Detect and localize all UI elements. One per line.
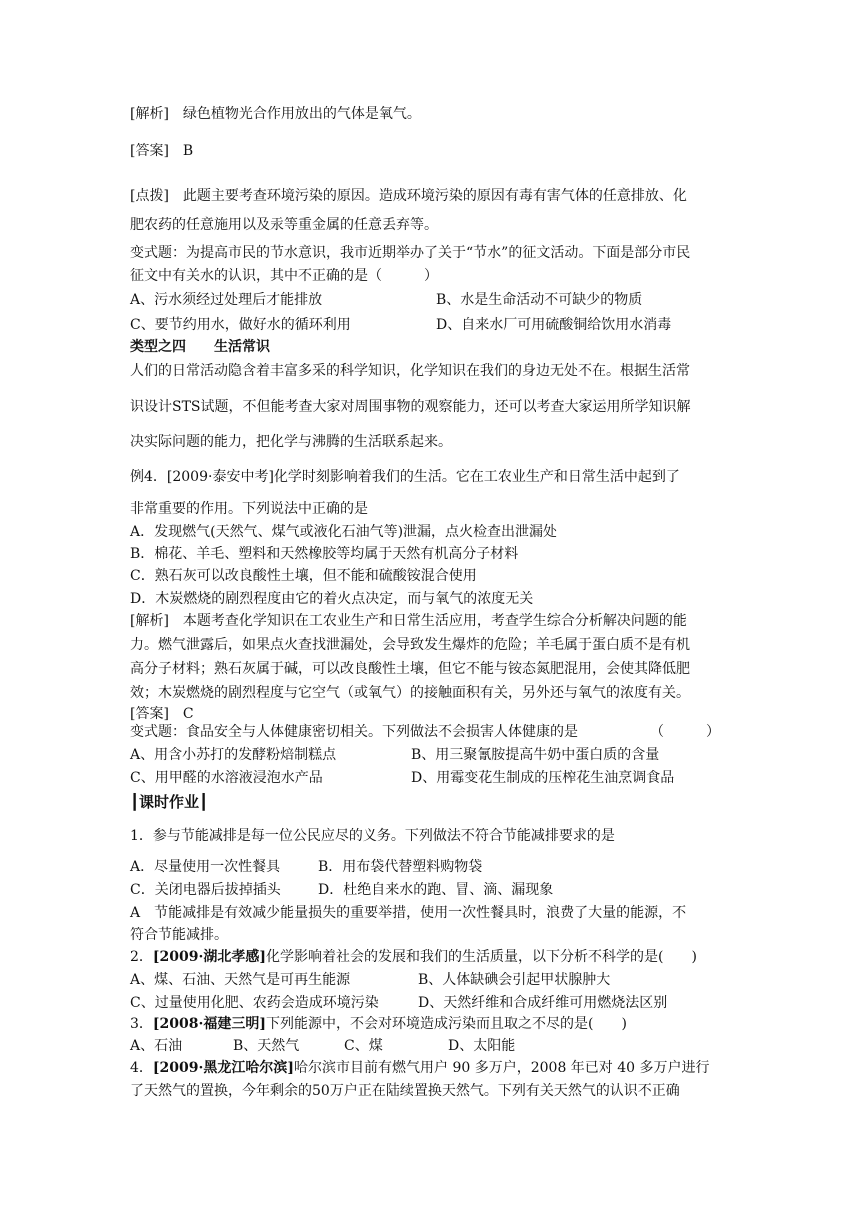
option-d: D、自来水厂可用硫酸铜给饮用水消毒 — [436, 317, 672, 333]
homework-heading: ┃课时作业┃ — [130, 793, 209, 811]
analysis-line: [解析] 本题考查化学知识在工农业生产和日常生活应用，考查学生综合分析解决问题的能 — [130, 613, 687, 629]
question-3 — [130, 1014, 627, 1034]
option-a: A、石油 — [130, 1038, 183, 1054]
question-number: 2． — [130, 949, 153, 965]
option-a: A、污水须经过处理后才能排放 — [130, 292, 323, 308]
answer-line: [答案] B — [130, 143, 194, 159]
option-c: C．关闭电器后拔掉插头 — [130, 882, 281, 898]
option-b: B、天然气 — [233, 1038, 300, 1054]
analysis-line: [解析] 绿色植物光合作用放出的气体是氧气。 — [130, 106, 421, 122]
option-b: B、水是生命活动不可缺少的物质 — [436, 292, 643, 308]
option-a: A．发现燃气(天然气、煤气或液化石油气等)泄漏，点火检查出泄漏处 — [130, 524, 558, 540]
option-b: B．用布袋代替塑料购物袋 — [318, 859, 483, 875]
question-text: 哈尔滨市目前有燃气用户 90 多万户，2008 年已对 40 多万户进行 — [294, 1060, 710, 1076]
source-tag: [2009·湖北孝感] — [152, 949, 267, 965]
question-2 — [130, 947, 697, 967]
answer-line: [答案] C — [130, 706, 194, 722]
option-b: B、人体缺碘会引起甲状腺肿大 — [418, 972, 611, 988]
option-c: C、煤 — [344, 1038, 383, 1054]
option-d: D．木炭燃烧的剧烈程度由它的着火点决定，而与氧气的浓度无关 — [130, 591, 534, 607]
text-line: 人们的日常活动隐含着丰富多采的科学知识，化学知识在我们的身边无处不在。根据生活常 — [130, 363, 690, 379]
question-text: 化学影响着社会的发展和我们的生活质量，以下分析不科学的是( ) — [266, 949, 697, 965]
question-number: 3． — [130, 1016, 153, 1032]
text-line: 决实际问题的能力，把化学与沸腾的生活联系起来。 — [130, 434, 452, 450]
question-text: 下列能源中，不会对环境造成污染而且取之不尽的是( ) — [266, 1016, 627, 1032]
text-line: 力。燃气泄露后，如果点火查找泄漏处，会导致发生爆炸的危险；羊毛属于蛋白质不是有机 — [130, 637, 690, 653]
option-c: C、过量使用化肥、农药会造成环境污染 — [130, 995, 379, 1011]
option-b: B、用三聚氰胺提高牛奶中蛋白质的含量 — [411, 747, 660, 763]
text-line: 征文中有关水的认识，其中不正确的是（ ） — [130, 268, 438, 284]
option-c: C、要节约用水，做好水的循环利用 — [130, 317, 351, 333]
option-b: B．棉花、羊毛、塑料和天然橡胶等均属于天然有机高分子材料 — [130, 546, 519, 562]
variant-question: 变式题：食品安全与人体健康密切相关。下列做法不会损害人体健康的是 — [130, 724, 578, 740]
example-question: 例4．[2009·泰安中考]化学时刻影响着我们的生活。它在工农业生产和日常生活中起到了 — [130, 469, 680, 485]
option-a: A．尽量使用一次性餐具 — [130, 859, 281, 875]
option-d: D、天然纤维和合成纤维可用燃烧法区别 — [418, 995, 668, 1011]
option-d: D、太阳能 — [448, 1038, 516, 1054]
text-line: 了天然气的置换，今年剩余的50万户正在陆续置换天然气。下列有关天然气的认识不正确 — [130, 1083, 680, 1099]
source-tag: [2008·福建三明] — [152, 1016, 267, 1032]
answer-explanation: A 节能减排是有效减少能量损失的重要举措，使用一次性餐具时，浪费了大量的能源，不 — [130, 905, 687, 921]
text-line: 高分子材料；熟石灰属于碱，可以改良酸性土壤，但它不能与铵态氮肥混用，会使其降低肥 — [130, 661, 690, 677]
section-heading: 类型之四 生活常识 — [130, 339, 270, 355]
text-line: 效；木炭燃烧的剧烈程度与它空气（或氧气）的接触面积有关，另外还与氧气的浓度有关。 — [130, 685, 690, 701]
text-line: 肥农药的任意施用以及汞等重金属的任意丢弃等。 — [130, 217, 438, 233]
option-a: A、煤、石油、天然气是可再生能源 — [130, 972, 351, 988]
option-c: C、用甲醛的水溶液浸泡水产品 — [130, 770, 323, 786]
option-a: A、用含小苏打的发酵粉焙制糕点 — [130, 747, 337, 763]
text-line: 非常重要的作用。下列说法中正确的是 — [130, 501, 368, 517]
question-number: 4． — [130, 1060, 153, 1076]
question-4 — [130, 1058, 710, 1078]
option-d: D、用霉变花生制成的压榨花生油烹调食品 — [411, 770, 675, 786]
text-line: 识设计STS试题，不但能考查大家对周围事物的观察能力，还可以考查大家运用所学知识解 — [130, 399, 691, 415]
source-tag: [2009·黑龙江哈尔滨] — [152, 1060, 295, 1076]
option-c: C．熟石灰可以改良酸性土壤，但不能和硫酸铵混合使用 — [130, 568, 477, 584]
variant-question: 变式题：为提高市民的节水意识，我市近期举办了关于“节水”的征文活动。下面是部分市民 — [130, 245, 691, 261]
answer-parentheses: （ ） — [650, 724, 720, 740]
question-1: 1．参与节能减排是每一位公民应尽的义务。下列做法不符合节能减排要求的是 — [130, 828, 615, 844]
tip-line: [点拨] 此题主要考查环境污染的原因。造成环境污染的原因有毒有害气体的任意排放、化 — [130, 188, 687, 204]
text-line: 符合节能减排。 — [130, 927, 228, 943]
option-d: D．杜绝自来水的跑、冒、滴、漏现象 — [318, 882, 554, 898]
